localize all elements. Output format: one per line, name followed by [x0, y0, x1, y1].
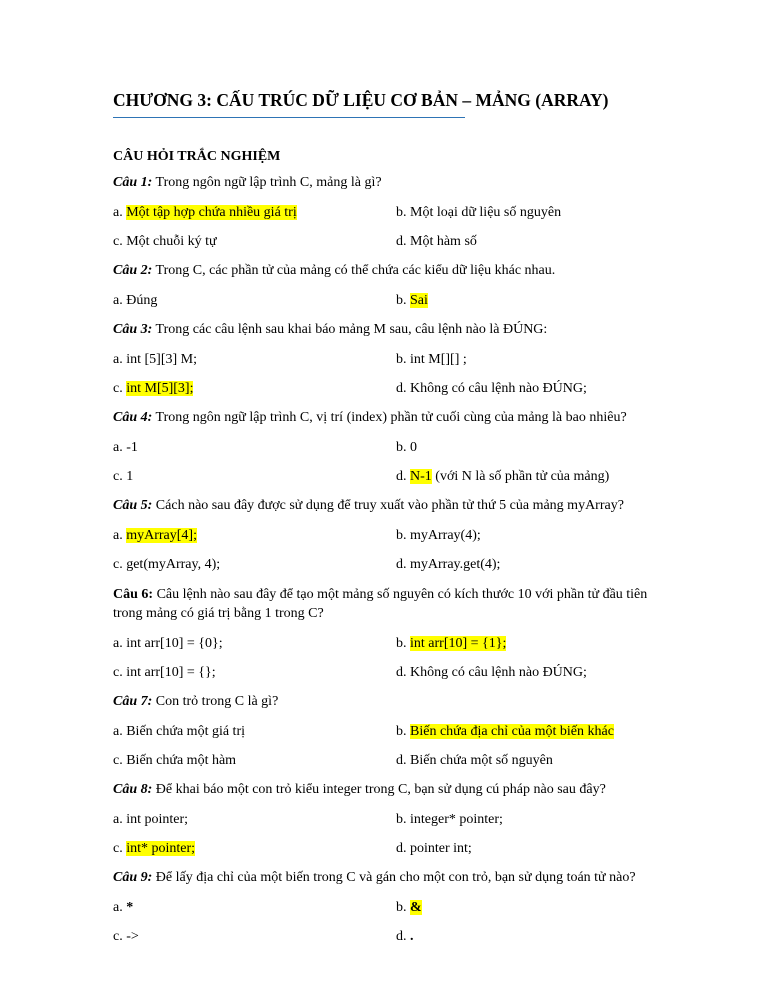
question-label: Câu 2: [113, 263, 153, 278]
option-b [396, 351, 467, 369]
question-label: Câu 3: [113, 322, 153, 337]
option-a [113, 635, 223, 653]
option-c [113, 752, 236, 770]
option-text: int M[][] ; [410, 352, 467, 367]
option-prefix: b. [396, 900, 410, 915]
answer-highlight: & [410, 900, 422, 915]
answer-highlight: int* pointer; [126, 841, 196, 856]
option-prefix: a. [113, 440, 127, 455]
option-text: Một loại dữ liệu số nguyên [410, 205, 562, 220]
option-text: myArray(4); [410, 528, 481, 543]
question-list [113, 174, 673, 957]
option-b [396, 204, 561, 222]
question-6 [113, 585, 673, 623]
option-text: 1 [126, 469, 134, 484]
option-b [396, 527, 481, 545]
question-text: Câu lệnh nào sau đây để tạo một mảng số nguyên có kích thước 10 với phần tử đầu tiên trong mảng có giá trị bằng 1 trong C? [113, 587, 648, 621]
question-2 [113, 262, 673, 280]
option-text: . [410, 929, 414, 944]
option-row [113, 439, 673, 457]
answer-highlight: Một tập hợp chứa nhiều giá trị [126, 205, 297, 220]
option-text: int [5][3] M; [126, 352, 197, 367]
option-d [396, 664, 587, 682]
option-a [113, 899, 133, 917]
option-prefix: a. [113, 528, 127, 543]
option-text: int arr[10] = {0}; [126, 636, 223, 651]
option-prefix: d. [396, 469, 410, 484]
option-a [113, 527, 197, 545]
option-a [113, 204, 297, 222]
question-3 [113, 321, 673, 339]
option-d [396, 233, 477, 251]
question-label: Câu 4: [113, 410, 153, 425]
option-c [113, 928, 139, 946]
question-text: Trong C, các phần tử của mảng có thể chứa các kiểu dữ liệu khác nhau. [152, 263, 556, 278]
question-text: Trong các câu lệnh sau khai báo mảng M sau, câu lệnh nào là ĐÚNG: [152, 322, 548, 337]
option-prefix: c. [113, 841, 127, 856]
option-prefix: d. [396, 234, 410, 249]
section-title: CÂU HỎI TRẮC NGHIỆM [113, 149, 281, 164]
option-c [113, 380, 193, 398]
option-b [396, 439, 417, 457]
option-prefix: a. [113, 293, 127, 308]
option-a [113, 292, 157, 310]
answer-highlight: Biến chứa địa chỉ của một biến khác [410, 724, 614, 739]
option-prefix: d. [396, 665, 410, 680]
option-text: myArray.get(4); [410, 557, 501, 572]
option-prefix: b. [396, 636, 410, 651]
option-c [113, 233, 217, 251]
option-row [113, 928, 673, 946]
option-text: Biến chứa một số nguyên [410, 753, 553, 768]
option-text: Không có câu lệnh nào ĐÚNG; [410, 381, 587, 396]
question-4 [113, 409, 673, 427]
option-d [396, 752, 553, 770]
option-a [113, 351, 197, 369]
option-text: get(myArray, 4); [126, 557, 221, 572]
option-prefix: b. [396, 528, 410, 543]
option-row [113, 664, 673, 682]
option-prefix: a. [113, 352, 127, 367]
option-row [113, 527, 673, 545]
option-row [113, 635, 673, 653]
question-label: Câu 1: [113, 175, 153, 190]
question-label: Câu 7: [113, 694, 153, 709]
option-text: Biến chứa một hàm [126, 753, 237, 768]
question-text: Để khai báo một con trỏ kiểu integer trong C, bạn sử dụng cú pháp nào sau đây? [152, 782, 606, 797]
option-row [113, 468, 673, 486]
option-row [113, 752, 673, 770]
option-c [113, 556, 220, 574]
option-prefix: b. [396, 352, 410, 367]
title-underline [113, 117, 465, 118]
option-row [113, 840, 673, 858]
option-prefix: d. [396, 841, 410, 856]
option-prefix: a. [113, 900, 127, 915]
option-text: integer* pointer; [410, 812, 503, 827]
option-text: 0 [410, 440, 417, 455]
answer-highlight: myArray[4]; [126, 528, 197, 543]
option-prefix: a. [113, 812, 127, 827]
option-prefix: c. [113, 753, 127, 768]
option-text: pointer int; [410, 841, 472, 856]
question-label: Câu 5: [113, 498, 153, 513]
chapter-title: CHƯƠNG 3: CẤU TRÚC DỮ LIỆU CƠ BẢN – MẢNG (ARRAY) [113, 90, 609, 110]
option-d [396, 928, 414, 946]
option-prefix: a. [113, 724, 127, 739]
option-prefix: b. [396, 293, 410, 308]
option-row [113, 556, 673, 574]
option-a [113, 439, 138, 457]
option-c [113, 468, 133, 486]
question-text: Con trỏ trong C là gì? [152, 694, 279, 709]
option-text: Đúng [126, 293, 158, 308]
option-c [113, 840, 195, 858]
option-prefix: b. [396, 205, 410, 220]
option-prefix: c. [113, 929, 127, 944]
question-text: Để lấy địa chỉ của một biến trong C và gán cho một con trỏ, bạn sử dụng toán tử nào? [152, 870, 636, 885]
option-prefix: a. [113, 636, 127, 651]
option-text: int pointer; [126, 812, 189, 827]
option-text: Biến chứa một giá trị [126, 724, 245, 739]
option-prefix: d. [396, 381, 410, 396]
option-d [396, 380, 587, 398]
option-prefix: b. [396, 724, 410, 739]
question-text: Trong ngôn ngữ lập trình C, mảng là gì? [152, 175, 382, 190]
question-text: Trong ngôn ngữ lập trình C, vị trí (index) phần tử cuối cùng của mảng là bao nhiêu? [152, 410, 627, 425]
option-row [113, 204, 673, 222]
option-row [113, 811, 673, 829]
option-text: -1 [126, 440, 138, 455]
option-prefix: b. [396, 812, 410, 827]
option-row [113, 233, 673, 251]
question-7 [113, 693, 673, 711]
option-prefix: a. [113, 205, 127, 220]
option-row [113, 723, 673, 741]
option-row [113, 899, 673, 917]
option-b [396, 899, 422, 917]
option-prefix: c. [113, 381, 127, 396]
option-c [113, 664, 216, 682]
question-9 [113, 869, 673, 887]
option-b [396, 292, 428, 310]
question-label: Câu 8: [113, 782, 153, 797]
option-prefix: d. [396, 929, 410, 944]
question-label: Câu 6: [113, 587, 154, 602]
question-1 [113, 174, 673, 192]
answer-highlight: int arr[10] = {1}; [410, 636, 507, 651]
answer-highlight: N-1 [410, 469, 432, 484]
option-row [113, 292, 673, 310]
option-row [113, 351, 673, 369]
question-label: Câu 9: [113, 870, 153, 885]
question-8 [113, 781, 673, 799]
option-d [396, 840, 472, 858]
option-prefix: d. [396, 753, 410, 768]
option-text: -> [126, 929, 139, 944]
question-5 [113, 497, 673, 515]
option-prefix: c. [113, 665, 127, 680]
option-d [396, 556, 500, 574]
answer-highlight: Sai [410, 293, 428, 308]
option-a [113, 811, 188, 829]
question-text: Cách nào sau đây được sử dụng để truy xuất vào phần tử thứ 5 của mảng myArray? [152, 498, 624, 513]
option-prefix: c. [113, 234, 127, 249]
option-b [396, 635, 506, 653]
option-text: Không có câu lệnh nào ĐÚNG; [410, 665, 587, 680]
option-b [396, 811, 503, 829]
option-prefix: b. [396, 440, 410, 455]
option-prefix: d. [396, 557, 410, 572]
option-prefix: c. [113, 557, 127, 572]
option-prefix: c. [113, 469, 127, 484]
option-d [396, 468, 609, 486]
option-text: Một chuỗi ký tự [126, 234, 217, 249]
option-suffix: (với N là số phần tử của mảng) [431, 469, 610, 484]
option-text: Một hàm số [410, 234, 477, 249]
option-b [396, 723, 614, 741]
answer-highlight: int M[5][3]; [126, 381, 194, 396]
option-text: int arr[10] = {}; [126, 665, 216, 680]
option-text: * [126, 900, 134, 915]
option-row [113, 380, 673, 398]
option-a [113, 723, 245, 741]
